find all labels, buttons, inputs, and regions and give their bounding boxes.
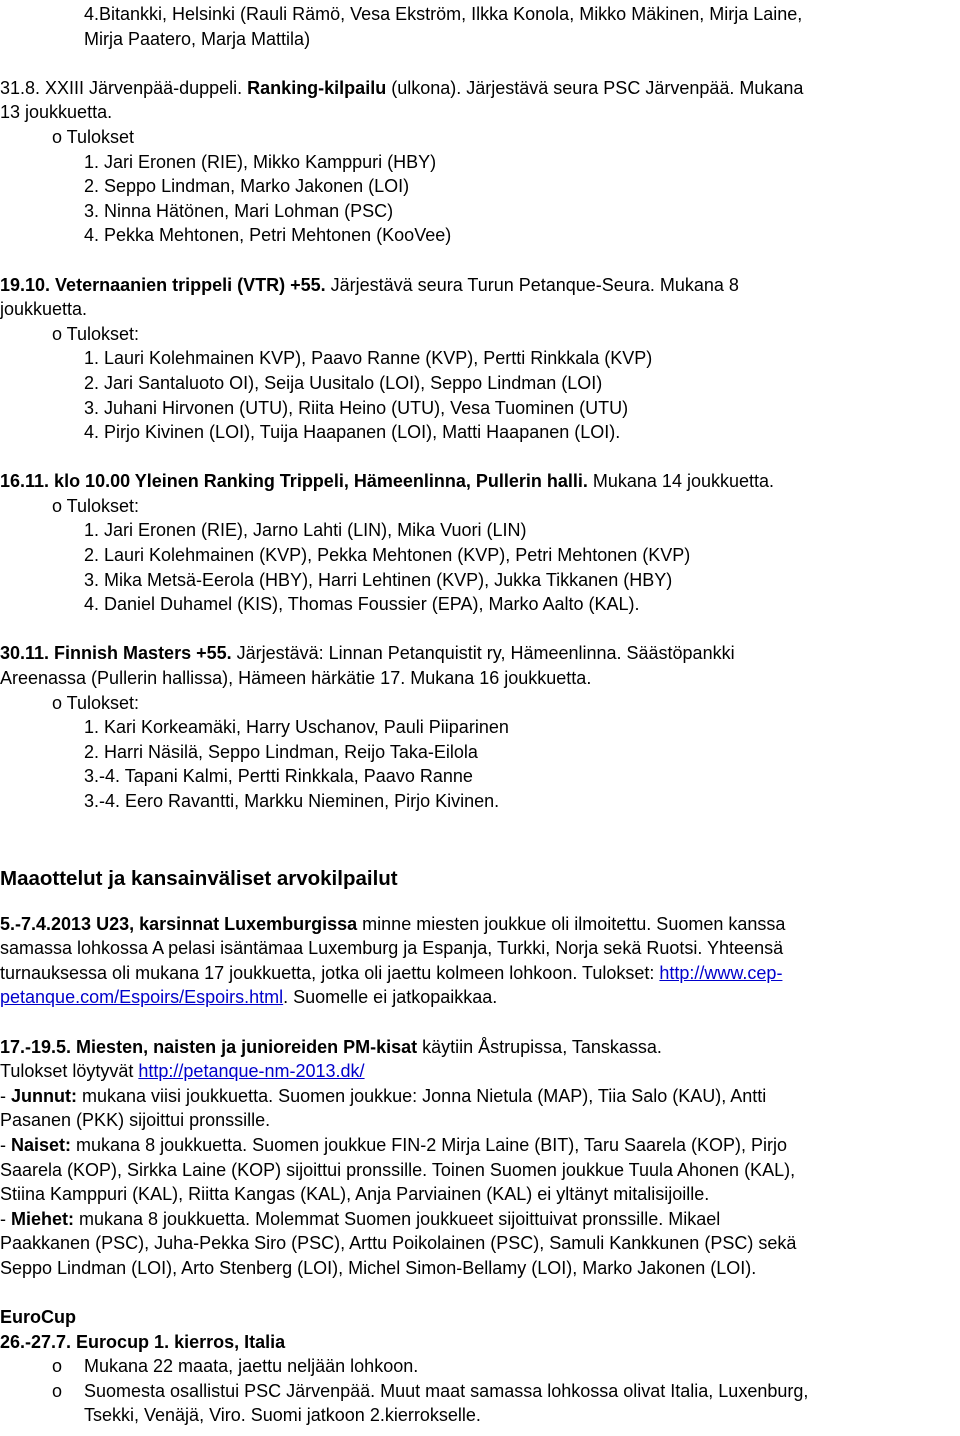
result-item: 3. Mika Metsä-Eerola (HBY), Harri Lehtinen (KVP), Jukka Tikkanen (HBY) bbox=[84, 569, 673, 590]
event-title: 30.11. Finnish Masters +55. bbox=[0, 643, 232, 664]
result-item: 1. Lauri Kolehmainen KVP), Paavo Ranne (KVP), Pertti Rinkkala (KVP) bbox=[84, 348, 653, 369]
results-link[interactable]: http://www.cep- bbox=[659, 962, 783, 983]
bullet-marker: o bbox=[52, 1380, 63, 1401]
paragraph-text: mukana 8 joukkuetta. Molemmat Suomen joukkueet sijoittuivat pronssille. Mikael bbox=[74, 1208, 721, 1229]
result-item: 2. Harri Näsilä, Seppo Lindman, Reijo Taka-Eilola bbox=[84, 741, 478, 762]
bullet-text bbox=[84, 1379, 960, 1428]
category-label: Naiset: bbox=[11, 1134, 72, 1155]
event-desc: Järjestävä seura Turun Petanque-Seura. Mukana 8 bbox=[325, 274, 739, 295]
result-item: 2. Seppo Lindman, Marko Jakonen (LOI) bbox=[84, 176, 410, 197]
results-label: o Tulokset: bbox=[52, 692, 140, 713]
result-item: 1. Kari Korkeamäki, Harry Uschanov, Pauli Piiparinen bbox=[84, 717, 509, 738]
event-date: 31.8. XXIII Järvenpää-duppeli. bbox=[0, 77, 248, 98]
text-line: Areenassa (Pullerin hallissa), Hämeen härkätie 17. Mukana 16 joukkuetta. bbox=[0, 668, 592, 689]
eurocup-subtitle bbox=[0, 1330, 960, 1355]
event-heading bbox=[0, 273, 960, 298]
eurocup-title-text: EuroCup bbox=[0, 1307, 76, 1328]
paragraph-line: Stiina Kamppuri (KAL), Riitta Kangas (KAL), Anja Parviainen (KAL) ei yltänyt mitalisijoille. bbox=[0, 1184, 710, 1205]
bullet-item bbox=[0, 1379, 960, 1428]
results-text: Tulokset löytyvät bbox=[0, 1061, 139, 1082]
paragraph-line bbox=[0, 1084, 960, 1109]
event-type: Ranking-kilpailu bbox=[247, 77, 387, 98]
results-link[interactable]: http://petanque-nm-2013.dk/ bbox=[138, 1061, 365, 1082]
result-item: 3. Juhani Hirvonen (UTU), Riita Heino (UTU), Vesa Tuominen (UTU) bbox=[84, 397, 629, 418]
dash: - bbox=[0, 1134, 11, 1155]
text-line: joukkuetta. bbox=[0, 299, 88, 320]
eurocup-title bbox=[0, 1305, 960, 1330]
text-line: Mirja Paatero, Marja Mattila) bbox=[84, 28, 311, 49]
bullet-marker: o bbox=[52, 1356, 63, 1377]
bullet-item bbox=[0, 1354, 960, 1379]
result-item: 4. Pirjo Kivinen (LOI), Tuija Haapanen (LOI), Matti Haapanen (LOI). bbox=[84, 422, 621, 443]
text-line: 13 joukkuetta. bbox=[0, 102, 113, 123]
paragraph-line bbox=[0, 1207, 960, 1232]
event-heading bbox=[0, 76, 960, 101]
dash: - bbox=[0, 1208, 11, 1229]
result-item: 2. Lauri Kolehmainen (KVP), Pekka Mehtonen (KVP), Petri Mehtonen (KVP) bbox=[84, 545, 691, 566]
paragraph-line bbox=[0, 1133, 960, 1158]
bullet-text: Mukana 22 maata, jaettu neljään lohkoon. bbox=[84, 1356, 419, 1377]
section-heading: Maaottelut ja kansainväliset arvokilpailut bbox=[0, 866, 398, 890]
event-desc: Järjestävä: Linnan Petanquistit ry, Hämeenlinna. Säästöpankki bbox=[231, 643, 735, 664]
event-title: 19.10. Veternaanien trippeli (VTR) +55. bbox=[0, 274, 326, 295]
result-item: 1. Jari Eronen (RIE), Jarno Lahti (LIN), Mika Vuori (LIN) bbox=[84, 520, 527, 541]
document-page bbox=[0, 2, 960, 1428]
results-label: o Tulokset: bbox=[52, 323, 140, 344]
bullet-text-line: Tsekki, Venäjä, Viro. Suomi jatkoon 2.kierrokselle. bbox=[84, 1405, 481, 1426]
paragraph-line: Paakkanen (PSC), Juha-Pekka Siro (PSC), Arttu Poikolainen (PSC), Samuli Kankkunen (PSC) sekä bbox=[0, 1233, 797, 1254]
event-desc: käytiin Åstrupissa, Tanskassa. bbox=[417, 1036, 662, 1057]
paragraph-line: Pasanen (PKK) sijoittui pronssille. bbox=[0, 1110, 271, 1131]
results-link[interactable]: petanque.com/Espoirs/Espoirs.html bbox=[0, 987, 284, 1008]
event-heading bbox=[0, 641, 960, 666]
event-desc: (ulkona). Järjestävä seura PSC Järvenpää. Mukana bbox=[386, 77, 804, 98]
category-label: Junnut: bbox=[11, 1085, 77, 1106]
result-item: 1. Jari Eronen (RIE), Mikko Kamppuri (HBY) bbox=[84, 151, 437, 172]
text-line: 4.Bitankki, Helsinki (Rauli Rämö, Vesa Ekström, Ilkka Konola, Mikko Mäkinen, Mirja Laine, bbox=[84, 4, 803, 24]
eurocup-subtitle-text: 26.-27.7. Eurocup 1. kierros, Italia bbox=[0, 1331, 286, 1352]
event-title: 17.-19.5. Miesten, naisten ja junioreiden PM-kisat bbox=[0, 1036, 418, 1057]
event-title: 5.-7.4.2013 U23, karsinnat Luxemburgissa bbox=[0, 913, 358, 934]
results-label: o Tulokset: bbox=[52, 495, 140, 516]
result-item: 3.-4. Eero Ravantti, Markku Nieminen, Pirjo Kivinen. bbox=[84, 791, 500, 811]
paragraph-line: Seppo Lindman (LOI), Arto Stenberg (LOI), Michel Simon-Bellamy (LOI), Marko Jakonen (LOI). bbox=[0, 1257, 757, 1278]
category-label: Miehet: bbox=[11, 1208, 74, 1229]
paragraph-line: Saarela (KOP), Sirkka Laine (KOP) sijoittui pronssille. Toinen Suomen joukkue Tuula Ahonen (KAL), bbox=[0, 1159, 796, 1180]
paragraph-text: mukana 8 joukkuetta. Suomen joukkue FIN-2 Mirja Laine (BIT), Taru Saarela (KOP), Pirjo bbox=[71, 1134, 788, 1155]
paragraph-line: samassa lohkossa A pelasi isäntämaa Luxemburg ja Espanja, Turkki, Norja sekä Ruotsi. Yhteensä bbox=[0, 938, 784, 959]
paragraph-text: mukana viisi joukkuetta. Suomen joukkue: Jonna Nietula (MAP), Tiia Salo (KAU), Antti bbox=[76, 1085, 767, 1106]
results-label: o Tulokset bbox=[52, 126, 135, 147]
bullet-text-line: Suomesta osallistui PSC Järvenpää. Muut maat samassa lohkossa olivat Italia, Luxenburg, bbox=[84, 1380, 809, 1401]
paragraph-line bbox=[0, 1059, 960, 1084]
dash: - bbox=[0, 1085, 11, 1106]
event-desc: Mukana 14 joukkuetta. bbox=[587, 471, 775, 492]
result-item: 2. Jari Santaluoto OI), Seija Uusitalo (LOI), Seppo Lindman (LOI) bbox=[84, 372, 603, 393]
paragraph-line bbox=[0, 912, 960, 937]
result-item: 3.-4. Tapani Kalmi, Pertti Rinkkala, Paavo Ranne bbox=[84, 766, 473, 787]
result-item: 4. Pekka Mehtonen, Petri Mehtonen (KooVee) bbox=[84, 225, 452, 246]
results-text: turnauksessa oli mukana 17 joukkuetta, jotka oli jaettu kolmeen lohkoon. Tulokset: bbox=[0, 962, 660, 983]
event-title: 16.11. klo 10.00 Yleinen Ranking Trippeli, Hämeenlinna, Pullerin halli. bbox=[0, 471, 588, 492]
paragraph-text: . Suomelle ei jatkopaikkaa. bbox=[283, 987, 498, 1008]
paragraph-line bbox=[0, 961, 960, 986]
paragraph-line bbox=[0, 985, 960, 1010]
event-desc: minne miesten joukkue oli ilmoitettu. Suomen kanssa bbox=[357, 913, 786, 934]
event-heading bbox=[0, 469, 960, 494]
result-item: 4. Daniel Duhamel (KIS), Thomas Foussier (EPA), Marko Aalto (KAL). bbox=[84, 594, 640, 615]
result-item: 3. Ninna Hätönen, Mari Lohman (PSC) bbox=[84, 200, 394, 221]
paragraph-line bbox=[0, 1035, 960, 1060]
